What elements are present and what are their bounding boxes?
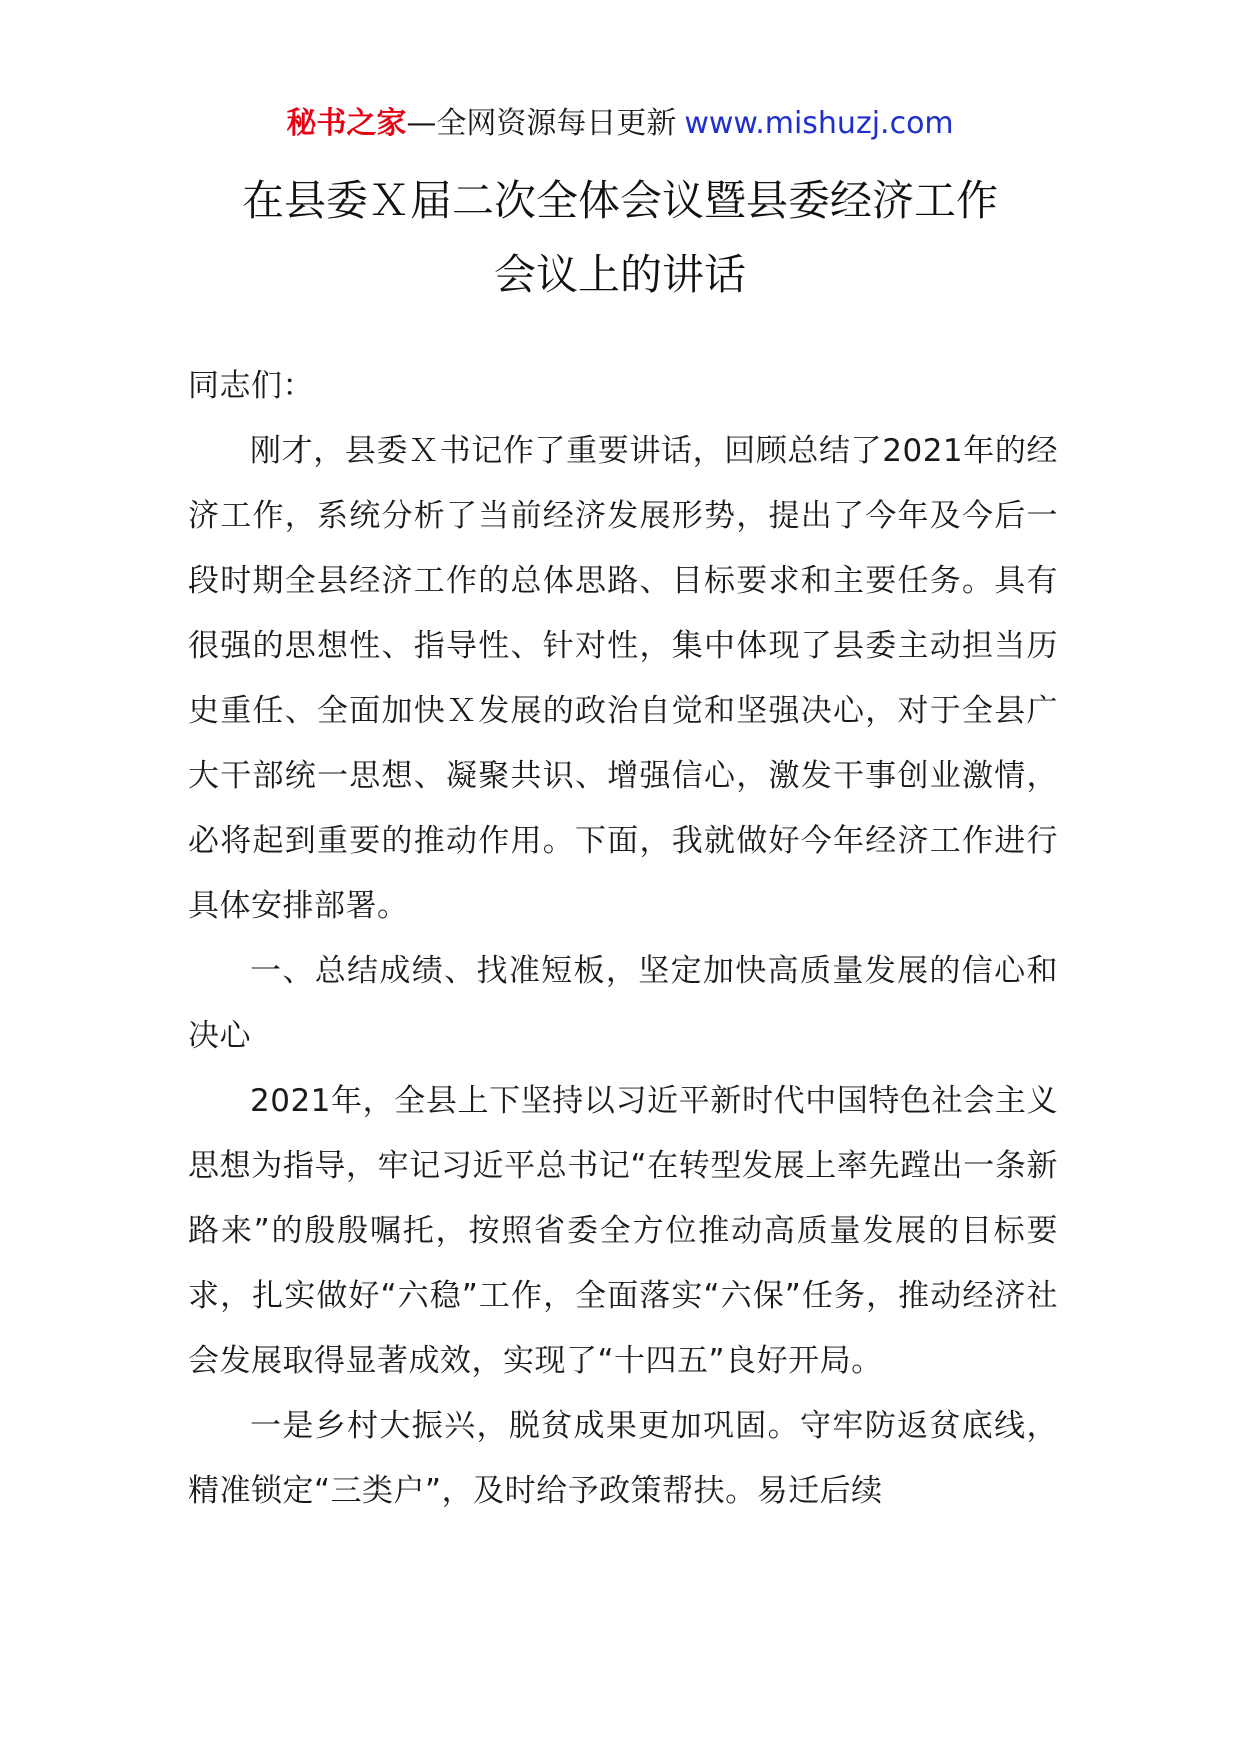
header-tagline: —全网资源每日更新 bbox=[406, 106, 677, 141]
paragraph-achievements: 2021年，全县上下坚持以习近平新时代中国特色社会主义思想为指导，牢记习近平总书记“在转型发展上率先蹚出一条新路来”的殷殷嘱托，按照省委全方位推动高质量发展的目标要求，扎实做好“六稳”工作，全面落实“六保”任务，推动经济社会发展取得显著成效，实现了“十四五”良好开局。 bbox=[188, 1083, 1058, 1379]
document-body bbox=[188, 354, 1058, 1524]
paragraph-intro: 刚才，县委Ｘ书记作了重要讲话，回顾总结了2021年的经济工作，系统分析了当前经济发展形势，提出了今年及今后一段时期全县经济工作的总体思路、目标要求和主要任务。具有很强的思想性、指导性、针对性，集中体现了县委主动担当历史重任、全面加快Ｘ发展的政治自觉和坚强决心，对于全县广大干部统一思想、凝聚共识、增强信心，激发干事创业激情，必将起到重要的推动作用。下面，我就做好今年经济工作进行具体安排部署。 bbox=[188, 433, 1058, 924]
watermark-header bbox=[0, 104, 1240, 144]
title-line-1: 在县委Ｘ届二次全体会议暨县委经济工作 bbox=[241, 176, 998, 225]
brand-name: 秘书之家 bbox=[286, 106, 407, 141]
site-url-link[interactable]: www.mishuzj.com bbox=[684, 106, 954, 141]
paragraph-rural-revitalization: 一是乡村大振兴，脱贫成果更加巩固。守牢防返贫底线，精准锁定“三类户”，及时给予政策帮扶。易迁后续 bbox=[188, 1408, 1058, 1509]
section-heading-1: 一、总结成绩、找准短板，坚定加快高质量发展的信心和决心 bbox=[188, 953, 1058, 1054]
document-title bbox=[0, 164, 1240, 312]
title-line-2: 会议上的讲话 bbox=[493, 250, 746, 299]
salutation: 同志们： bbox=[188, 368, 314, 404]
